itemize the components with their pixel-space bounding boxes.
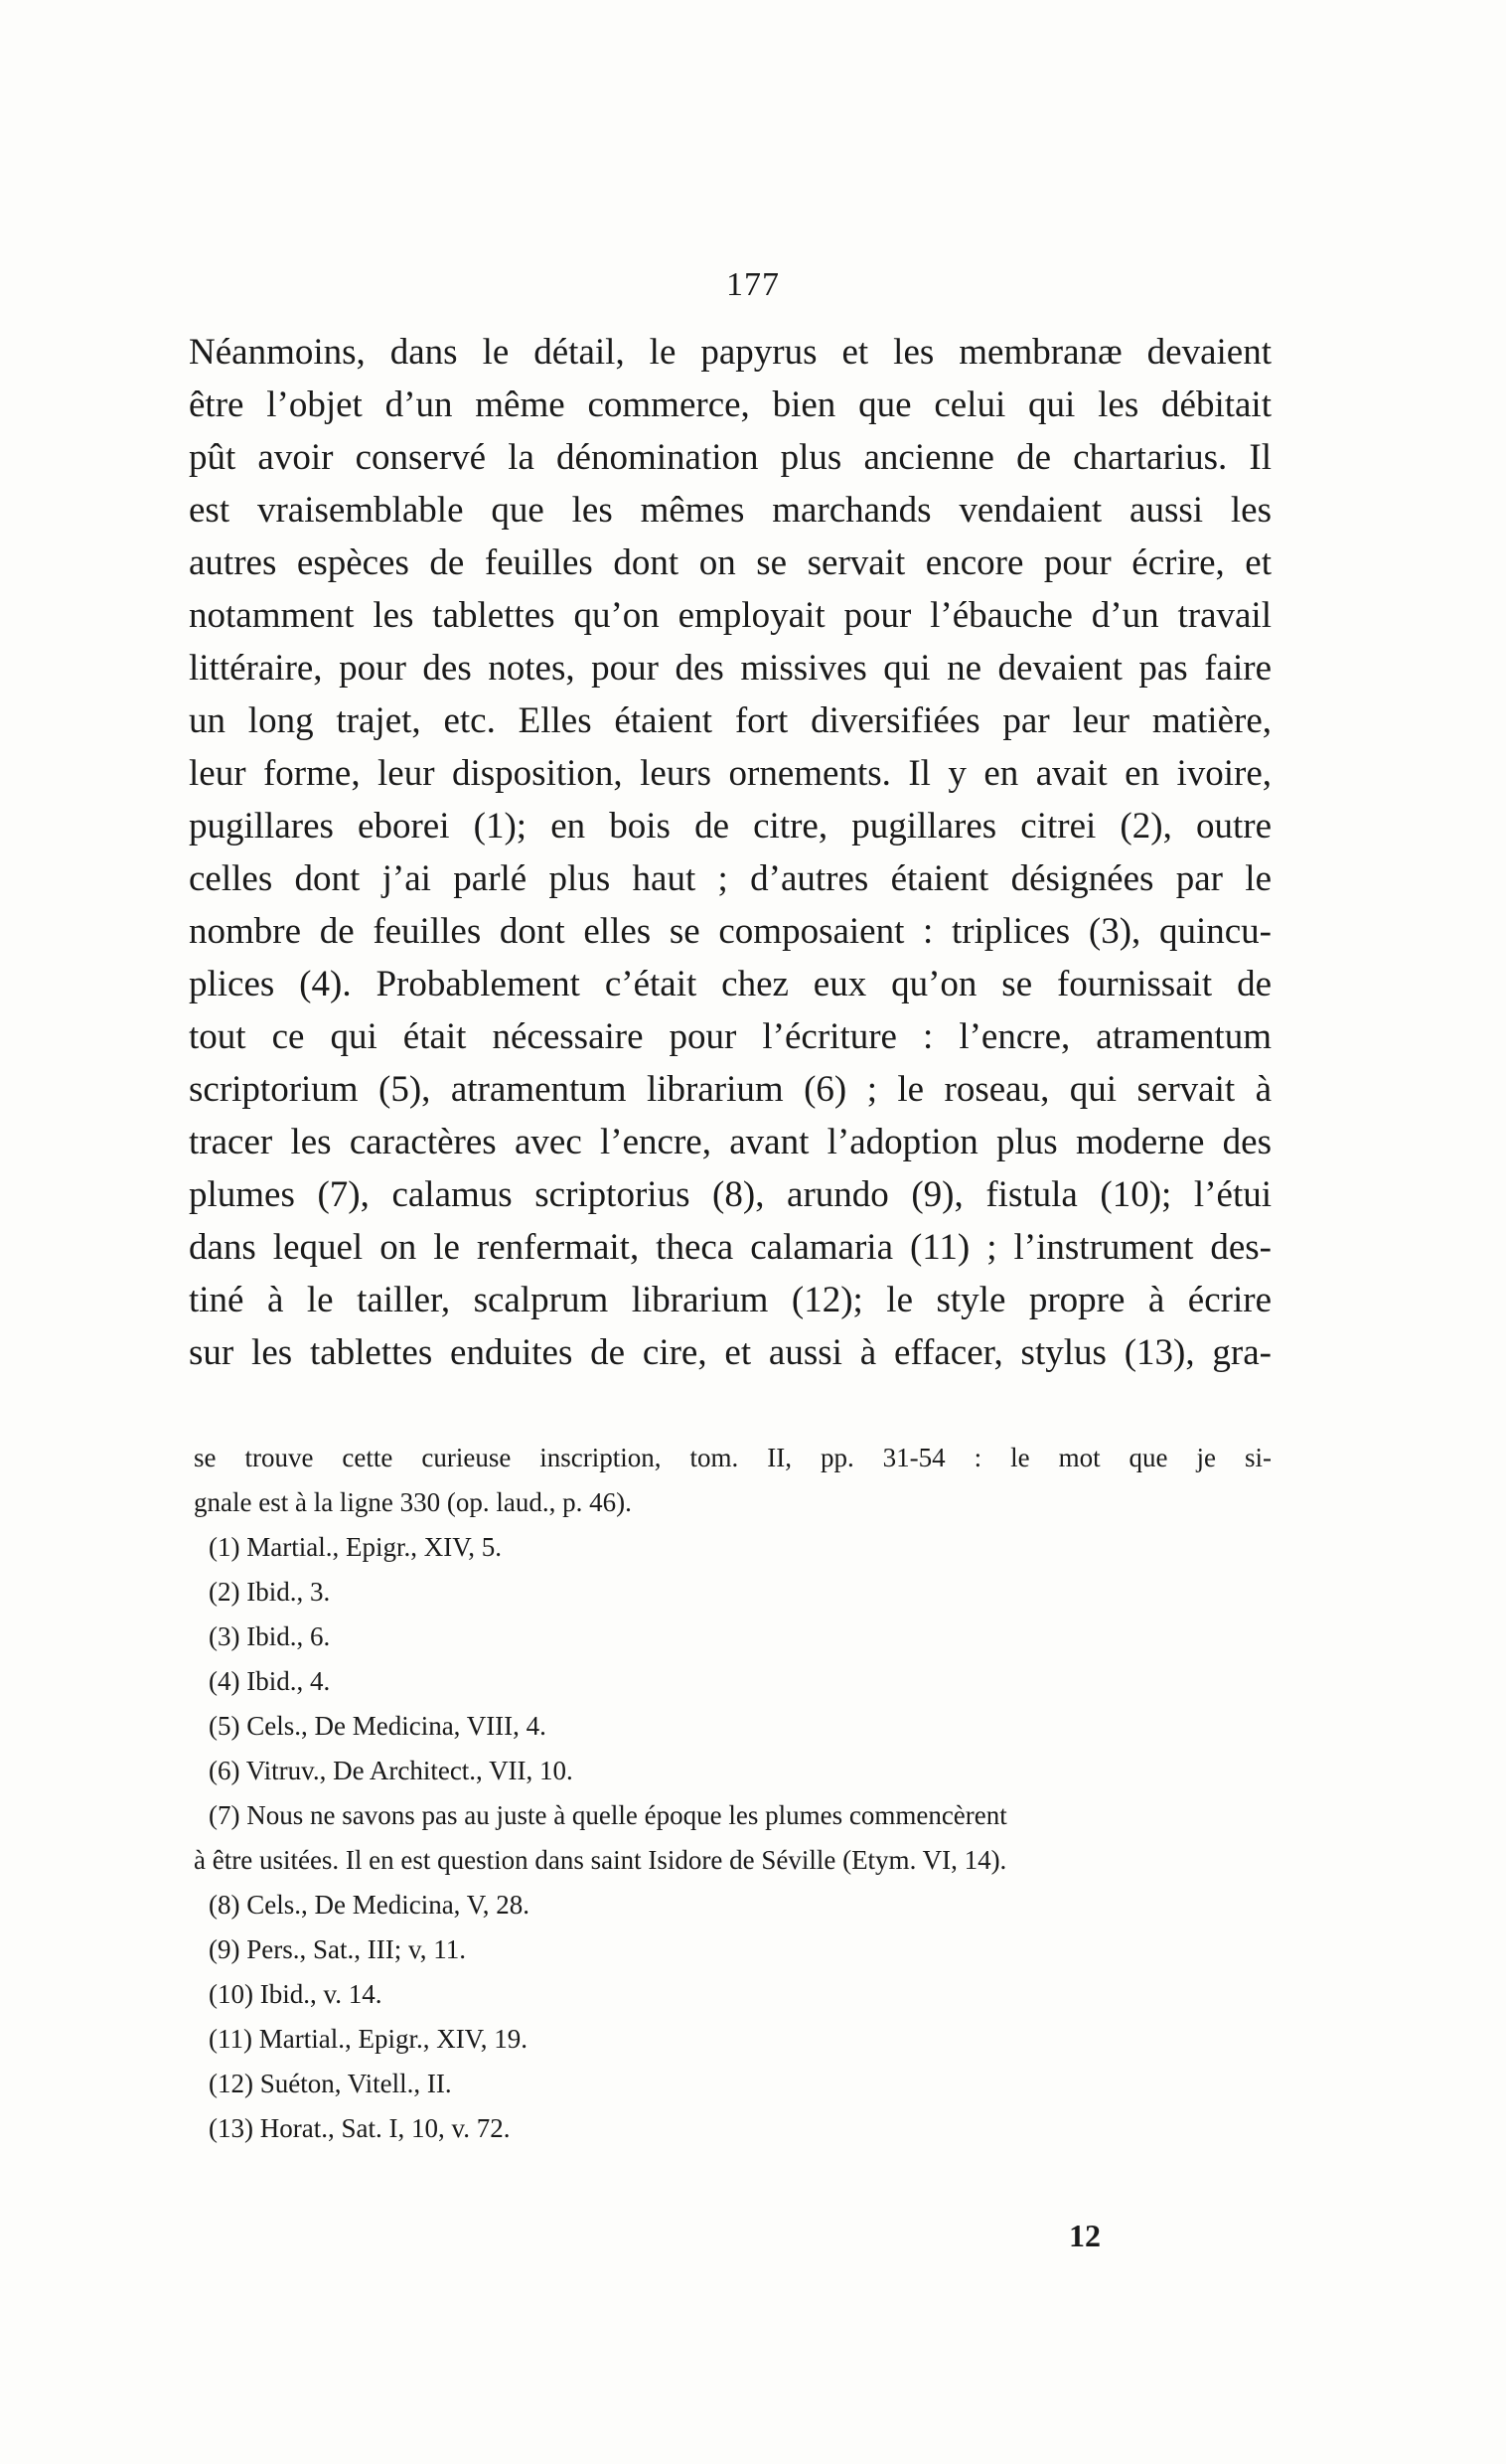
body-line: un long trajet, etc. Elles étaient fort diversifiées par leur matière, (189, 700, 1272, 741)
body-line: nombre de feuilles dont elles se composaient : triplices (3), quincu- (189, 911, 1272, 952)
footnote-line: (13) Horat., Sat. I, 10, v. 72. (209, 2113, 511, 2143)
body-line: leur forme, leur disposition, leurs ornements. Il y en avait en ivoire, (189, 753, 1272, 794)
footnote-line: (12) Suéton, Vitell., II. (209, 2069, 452, 2098)
body-line: plices (4). Probablement c’était chez eux qu’on se fournissait de (189, 964, 1272, 1004)
body-line: dans lequel on le renfermait, theca calamaria (11) ; l’instrument des- (189, 1227, 1272, 1268)
footnote-line: (2) Ibid., 3. (209, 1577, 331, 1607)
footnote-line: (7) Nous ne savons pas au juste à quelle époque les plumes commencèrent (209, 1800, 1007, 1830)
body-line: pût avoir conservé la dénomination plus ancienne de chartarius. Il (189, 437, 1272, 478)
body-line: plumes (7), calamus scriptorius (8), arundo (9), fistula (10); l’étui (189, 1174, 1272, 1215)
footnote-line: (1) Martial., Epigr., XIV, 5. (209, 1532, 502, 1562)
footnote-line: (4) Ibid., 4. (209, 1666, 331, 1696)
body-line: être l’objet d’un même commerce, bien que celui qui les débitait (189, 385, 1272, 425)
signature-mark: 12 (1069, 2218, 1101, 2253)
footnotes (194, 1436, 1272, 2151)
footnote-line: (6) Vitruv., De Architect., VII, 10. (209, 1756, 573, 1785)
page-number: 177 (726, 266, 780, 303)
body-line: celles dont j’ai parlé plus haut ; d’autres étaient désignées par le (189, 858, 1272, 899)
footnote-line: (9) Pers., Sat., III; v, 11. (209, 1934, 466, 1964)
body-line: tiné à le tailler, scalprum librarium (12); le style propre à écrire (189, 1280, 1272, 1320)
body-line: sur les tablettes enduites de cire, et aussi à effacer, stylus (13), gra- (189, 1332, 1272, 1373)
body-line: autres espèces de feuilles dont on se servait encore pour écrire, et (189, 542, 1272, 583)
footnote-line: (10) Ibid., v. 14. (209, 1979, 382, 2009)
body-line: Néanmoins, dans le détail, le papyrus et les membranæ devaient (189, 332, 1272, 373)
body-line: tout ce qui était nécessaire pour l’écriture : l’encre, atramentum (189, 1016, 1272, 1057)
footnote-line: (5) Cels., De Medicina, VIII, 4. (209, 1711, 546, 1741)
footnote-line: se trouve cette curieuse inscription, tom. II, pp. 31-54 : le mot que je si- (194, 1443, 1272, 1472)
footnote-line: (8) Cels., De Medicina, V, 28. (209, 1890, 529, 1920)
body-line: littéraire, pour des notes, pour des missives qui ne devaient pas faire (189, 648, 1272, 689)
footnote-line: gnale est à la ligne 330 (op. laud., p. 46). (194, 1487, 632, 1517)
body-line: scriptorium (5), atramentum librarium (6) ; le roseau, qui servait à (189, 1069, 1272, 1110)
body-line: notamment les tablettes qu’on employait pour l’ébauche d’un travail (189, 595, 1272, 636)
body-text (189, 326, 1272, 1379)
body-line: tracer les caractères avec l’encre, avant l’adoption plus moderne des (189, 1122, 1272, 1162)
footnote-line: (11) Martial., Epigr., XIV, 19. (209, 2024, 527, 2054)
body-line: pugillares eborei (1); en bois de citre, pugillares citrei (2), outre (189, 806, 1272, 847)
footnote-line: à être usitées. Il en est question dans saint Isidore de Séville (Etym. VI, 14). (194, 1845, 1007, 1875)
footnote-line: (3) Ibid., 6. (209, 1621, 331, 1651)
body-line: est vraisemblable que les mêmes marchands vendaient aussi les (189, 490, 1272, 531)
